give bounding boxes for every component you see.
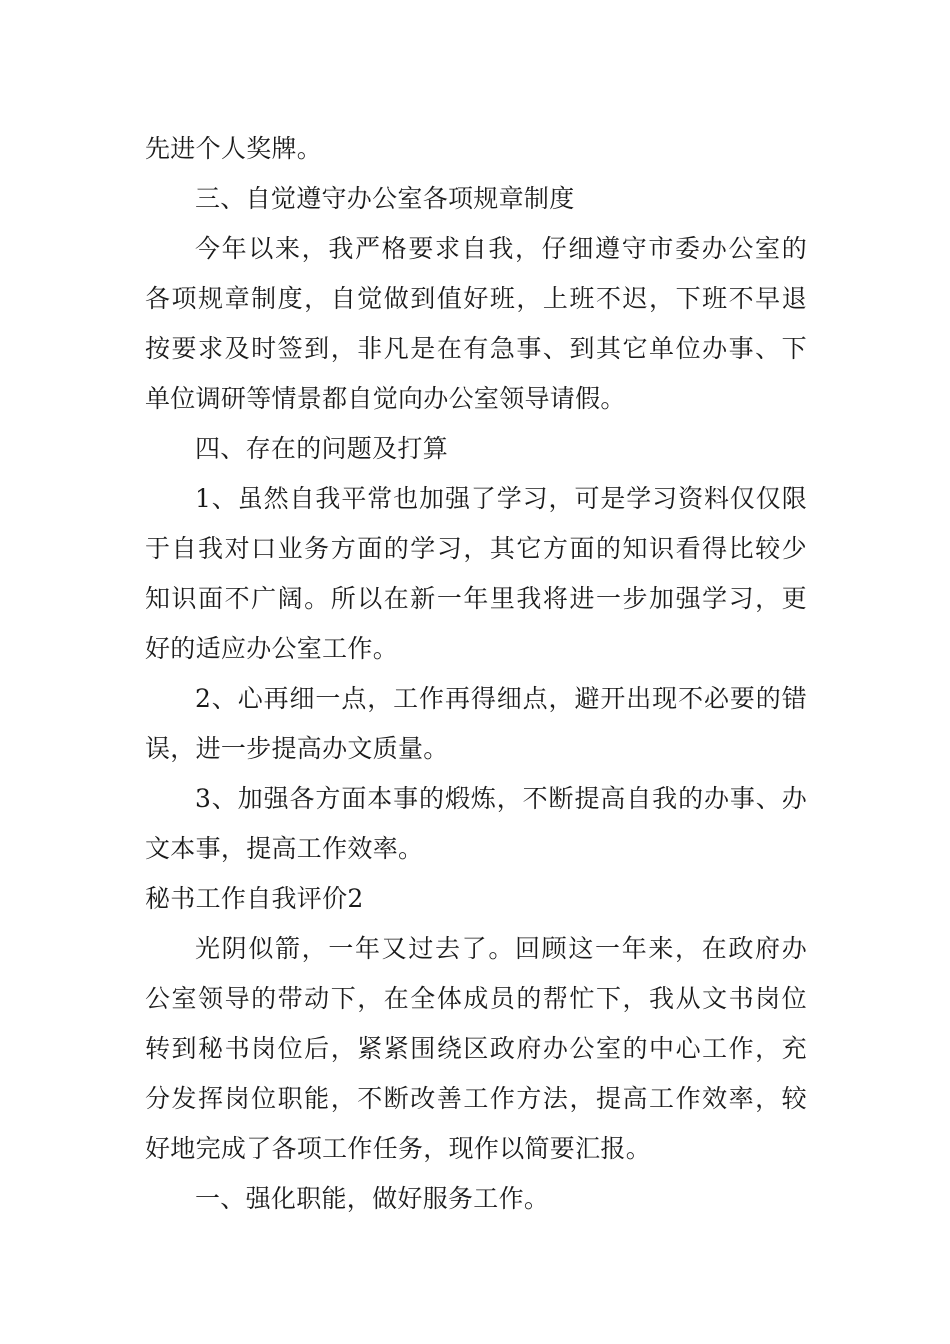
paragraph-line: 先进个人奖牌。 <box>145 134 323 163</box>
paragraph-line: 好的适应办公室工作。 <box>145 634 399 663</box>
paragraph-line: 分发挥岗位职能，不断改善工作方法，提高工作效率，较 <box>145 1084 807 1113</box>
section-heading: 一、强化职能，做好服务工作。 <box>195 1184 550 1213</box>
section-heading: 四、存在的问题及打算 <box>195 434 449 463</box>
paragraph-line: 各项规章制度，自觉做到值好班，上班不迟，下班不早退 <box>145 284 807 313</box>
paragraph-line: 好地完成了各项工作任务，现作以简要汇报。 <box>145 1134 652 1163</box>
paragraph-line: 1、虽然自我平常也加强了学习，可是学习资料仅仅限 <box>195 484 807 513</box>
paragraph-line: 按要求及时签到，非凡是在有急事、到其它单位办事、下 <box>145 334 807 363</box>
paragraph-line: 光阴似箭，一年又过去了。回顾这一年来，在政府办 <box>195 934 807 963</box>
paragraph-line: 文本事，提高工作效率。 <box>145 834 424 863</box>
paragraph-line: 今年以来，我严格要求自我，仔细遵守市委办公室的 <box>195 234 807 263</box>
paragraph-line: 公室领导的带动下，在全体成员的帮忙下，我从文书岗位 <box>145 984 807 1013</box>
paragraph-line: 误，进一步提高办文质量。 <box>145 734 449 763</box>
paragraph-line: 转到秘书岗位后，紧紧围绕区政府办公室的中心工作，充 <box>145 1034 807 1063</box>
paragraph-line: 3、加强各方面本事的煅炼，不断提高自我的办事、办 <box>195 784 807 813</box>
paragraph-line: 知识面不广阔。所以在新一年里我将进一步加强学习，更 <box>145 584 807 613</box>
paragraph-line: 2、心再细一点，工作再得细点，避开出现不必要的错 <box>195 684 807 713</box>
section-heading: 三、自觉遵守办公室各项规章制度 <box>195 184 575 213</box>
paragraph-line: 于自我对口业务方面的学习，其它方面的知识看得比较少 <box>145 534 807 563</box>
document-title: 秘书工作自我评价2 <box>145 884 364 913</box>
paragraph-line: 单位调研等情景都自觉向办公室领导请假。 <box>145 384 626 413</box>
